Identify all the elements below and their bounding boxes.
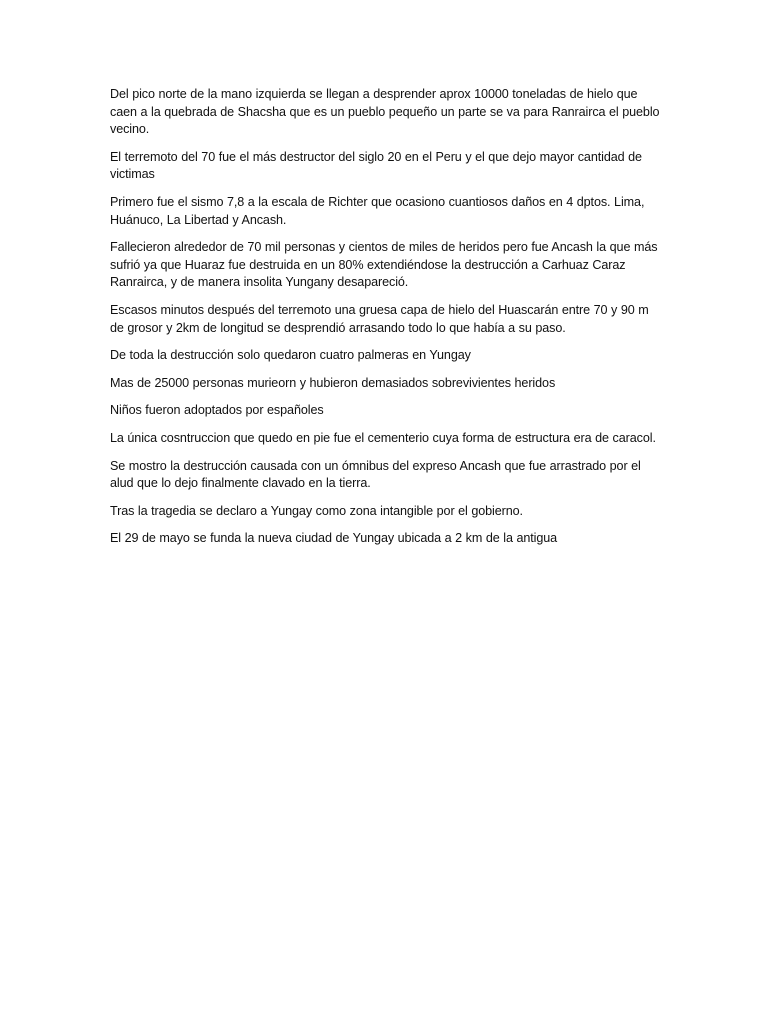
paragraph-9: La única cosntruccion que quedo en pie fue el cementerio cuya forma de estructura era de caracol. <box>110 430 656 445</box>
paragraph-2: El terremoto del 70 fue el más destructor del siglo 20 en el Peru y el que dejo mayor cantidad de victimas <box>110 149 642 182</box>
paragraph-11: Tras la tragedia se declaro a Yungay como zona intangible por el gobierno. <box>110 503 523 518</box>
paragraph-1: Del pico norte de la mano izquierda se llegan a desprender aprox 10000 toneladas de hielo que caen a la quebrada de Shacsha que es un pueblo pequeño un parte se va para Ranrairca el pueblo vecino. <box>110 87 660 137</box>
paragraph-7: Mas de 25000 personas murieorn y hubieron demasiados sobrevivientes heridos <box>110 375 556 390</box>
paragraph-5: Escasos minutos después del terremoto una gruesa capa de hielo del Huascarán entre 70 y 90 m de grosor y 2km de longitud se desprendió arrasando todo lo que había a su paso. <box>110 302 649 335</box>
paragraph-3: Primero fue el sismo 7,8 a la escala de Richter que ocasiono cuantiosos daños en 4 dptos. Lima, Huánuco, La Libertad y Ancash. <box>110 194 645 227</box>
paragraph-6: De toda la destrucción solo quedaron cuatro palmeras en Yungay <box>110 348 471 363</box>
document-body <box>110 86 660 558</box>
paragraph-12: El 29 de mayo se funda la nueva ciudad de Yungay ubicada a 2 km de la antigua <box>110 531 558 546</box>
paragraph-4: Fallecieron alrededor de 70 mil personas y cientos de miles de heridos pero fue Ancash la que más sufrió ya que Huaraz fue destruida en un 80% extendiéndose la destrucción a Carhuaz Caraz Ranrairca, y de manera insolita Yungany desapareció. <box>110 240 658 290</box>
paragraph-8: Niños fueron adoptados por españoles <box>110 403 324 418</box>
paragraph-10: Se mostro la destrucción causada con un ómnibus del expreso Ancash que fue arrastrado por el alud que lo dejo finalmente clavado en la tierra. <box>110 458 641 491</box>
